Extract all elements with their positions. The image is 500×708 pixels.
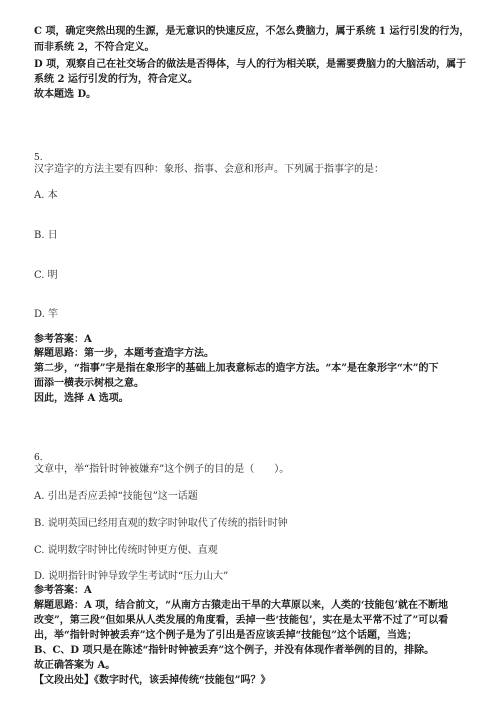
option-b: B. 日: [34, 230, 58, 241]
analysis-line: 第二步，“指事”字是指在象形字的基础上加表意标志的造字方法。“本”是在象形字“木”的下: [34, 363, 439, 374]
analysis-line: 因此，选择 A 选项。: [34, 393, 129, 404]
prev-analysis-line: 而非系统 2，不符合定义。: [34, 42, 155, 53]
analysis-line: 出，举“指针时钟被丢弃”这个例子是为了引出是否应该丢掉“技能包”这个话题，当选；: [34, 630, 418, 641]
prev-analysis-line: C 项，确定突然出现的生源，是无意识的快速反应，不怎么费脑力，属于系统 1 运行引发的行为，: [34, 26, 470, 37]
analysis-line: 面添一横表示树根之意。: [34, 378, 144, 389]
analysis-line: 解题思路：第一步，本题考查造字方法。: [34, 348, 214, 359]
answer: 参考答案：A: [34, 334, 92, 345]
question-number: 5.: [34, 153, 43, 163]
option-b: B. 说明英国已经用直观的数字时钟取代了传统的指针时钟: [34, 518, 288, 529]
question-stem: 汉字造字的方法主要有四种：象形、指事、会意和形声。下列属于指事字的是：: [34, 164, 384, 175]
analysis-line: B、C、D 项只是在陈述“指针时钟被丢弃”这个例子，并没有体现作者举例的目的，排除。: [34, 645, 435, 656]
analysis-line: 改变”，第三段“但如果从人类发展的角度看，丢掉一些‘技能包’，实在是太平常不过了”可以看: [34, 615, 449, 626]
question-number: 6.: [34, 453, 43, 463]
question-stem: 文章中，举“指针时钟被嫌弃”这个例子的目的是（ ）。: [34, 464, 290, 475]
option-a: A. 引出是否应丢掉“技能包”这一话题: [34, 491, 198, 502]
option-d: D. 竿: [34, 309, 59, 320]
option-c: C. 明: [34, 270, 58, 281]
source-citation: 【文段出处】《数字时代，该丢掉传统“技能包”吗？》: [34, 675, 271, 686]
option-a: A. 本: [34, 190, 58, 201]
analysis-line: 故正确答案为 A。: [34, 660, 116, 671]
option-c: C. 说明数字时钟比传统时钟更方便、直观: [34, 545, 218, 556]
option-d: D. 说明指针时钟导致学生考试时“压力山大”: [34, 571, 229, 582]
prev-analysis-line: 故本题选 D。: [34, 89, 97, 100]
prev-analysis-line: D 项，观察自己在社交场合的做法是否得体，与人的行为相关联，是需要费脑力的大脑活动，属于: [34, 59, 467, 70]
prev-analysis-line: 系统 2 运行引发的行为，符合定义。: [34, 74, 198, 85]
analysis-line: 解题思路：A 项，结合前文，“从南方古猿走出干旱的大草原以来，人类的‘技能包’就在不断地: [34, 600, 448, 611]
answer: 参考答案：A: [34, 585, 92, 596]
